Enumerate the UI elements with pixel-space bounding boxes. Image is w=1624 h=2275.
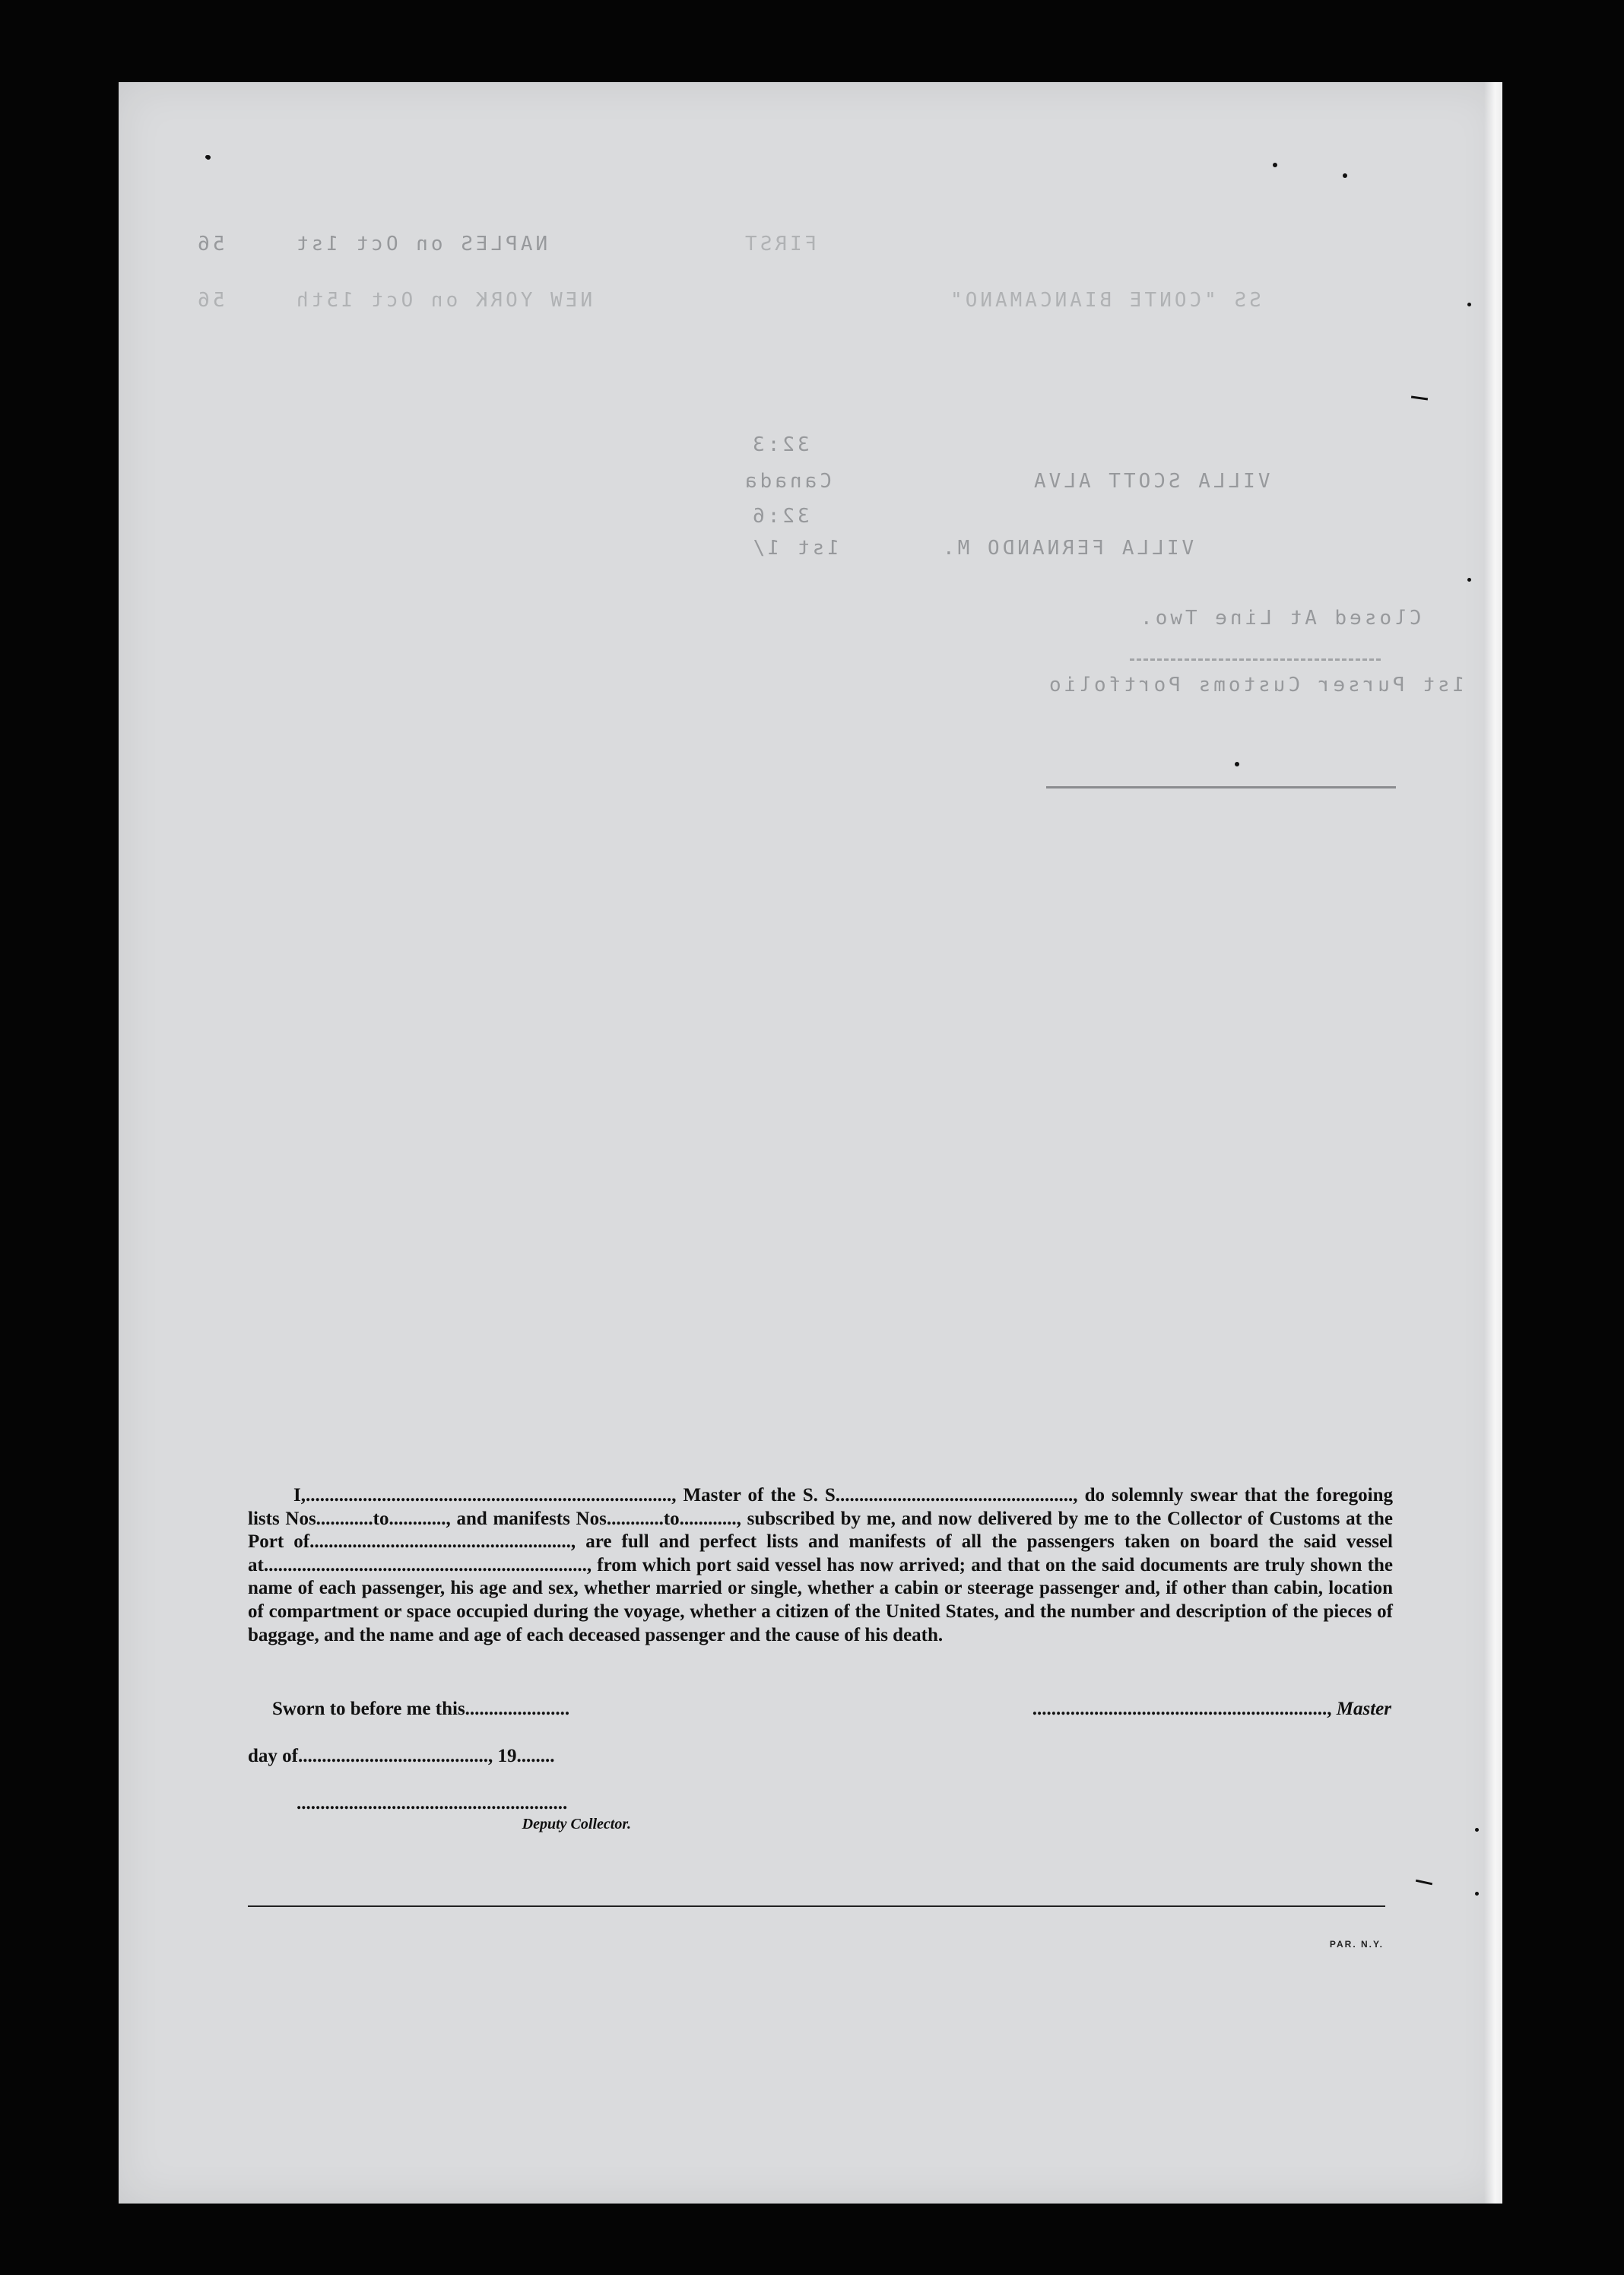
- bleed-entry2-note: 1st 1/: [750, 537, 839, 560]
- bleed-underline: [1046, 786, 1396, 788]
- bleed-line1-mid: NAPLES on Oct 1st: [293, 233, 548, 255]
- oath-paragraph: I,............................................................................., Master of the S. S.................................................., do solemnly swear that the foregoing lists Nos............to............, and manifests Nos............to............, subscribed by me, and now delivered by me to the Collector of Customs at the Port of......................................................., are full and perfect lists and manifests of all the passengers taken on board the said vessel at...................................................................., from which port said vessel has now arrived; and that on the said documents are truly shown the name of each passenger, his age and sex, whether married or single, whether a cabin or steerage passenger and, if other than cabin, location of compartment or space occupied during the voyage, whether a citizen of the United States, and the number and description of the pieces of baggage, and the name and age of each deceased passenger and the cause of his death.: [248, 1485, 1393, 1645]
- master-signature-line: [920, 1699, 1391, 1720]
- sworn-line: Sworn to before me this......................: [272, 1699, 570, 1719]
- bleed-line2-mid: NEW YORK on Oct 15th: [293, 289, 593, 312]
- bleed-entry1-code-b: 32:6: [750, 505, 810, 528]
- manifest-page: [119, 82, 1502, 2204]
- deputy-collector-label: Deputy Collector.: [522, 1816, 631, 1832]
- master-label: Master: [1336, 1699, 1391, 1719]
- bleed-line2-left: SS "CONTE BIANCAMANO": [947, 289, 1261, 312]
- paper-speck: [1343, 173, 1347, 178]
- edge-speck: [1467, 303, 1471, 306]
- bleed-entry1-name: VILLA SCOTT ALVA: [1031, 470, 1270, 493]
- bleed-entry2-name: VILLA FERNANDO M.: [940, 537, 1194, 560]
- edge-speck: [205, 155, 209, 159]
- bleed-line1-left: FIRST: [742, 233, 817, 255]
- deputy-signature-dots: .........................................................: [297, 1793, 568, 1813]
- printer-mark: PAR. N.Y.: [1329, 1939, 1384, 1950]
- paper-speck: [1235, 762, 1239, 766]
- bleed-dashes: [1130, 658, 1381, 661]
- bleed-closed: Closed At Line Two.: [1137, 607, 1422, 630]
- master-dots: ..............................................................,: [1032, 1699, 1332, 1719]
- bottom-rule: [248, 1905, 1385, 1907]
- edge-speck: [1475, 1892, 1479, 1896]
- bleed-entry1-country: Canada: [742, 470, 832, 493]
- edge-speck: [1467, 578, 1471, 582]
- edge-speck: [1475, 1828, 1479, 1832]
- bleed-purser: 1st Purser Customs Portfolio: [1046, 674, 1465, 696]
- bleed-line1-right: 56: [195, 233, 225, 255]
- bleed-line2-right: 56: [195, 289, 225, 312]
- day-line: day of........................................, 19........: [248, 1746, 555, 1766]
- bleed-entry1-code-a: 32:3: [750, 433, 810, 456]
- paper-speck: [1273, 163, 1277, 167]
